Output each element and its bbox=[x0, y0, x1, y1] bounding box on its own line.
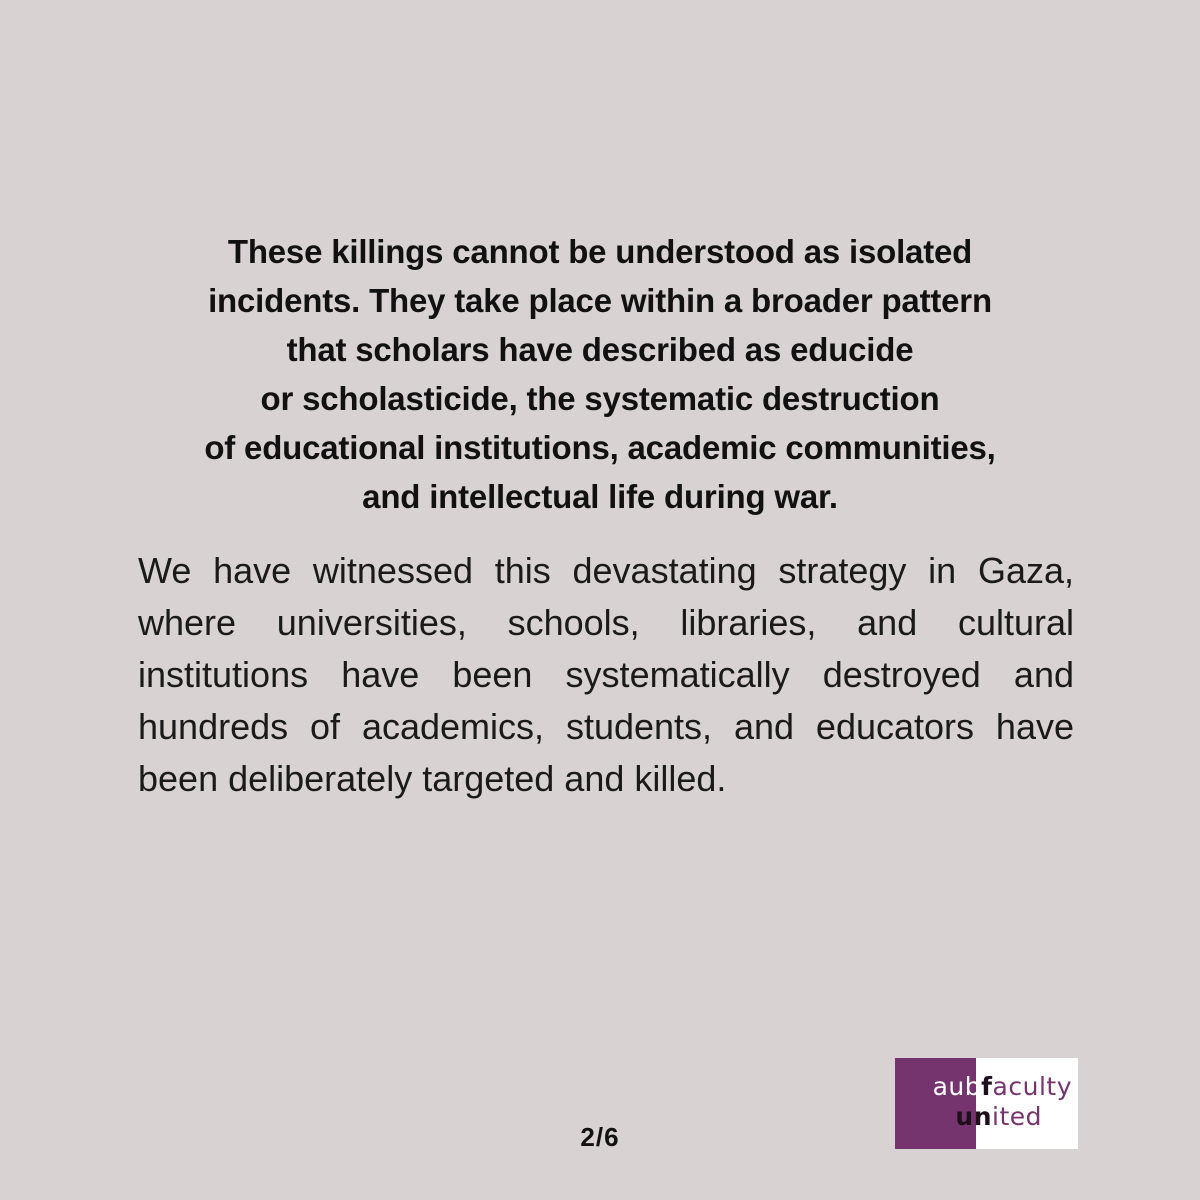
body-line: where universities, schools, libraries, and cultural bbox=[138, 602, 1074, 643]
headline-line: that scholars have described as educide bbox=[286, 331, 914, 368]
body-line: institutions have been systematically destroyed and bbox=[138, 654, 1074, 695]
logo-un: un bbox=[955, 1102, 992, 1131]
body-line: We have witnessed this devastating strategy in Gaza, bbox=[138, 550, 1074, 591]
logo-aculty: aculty bbox=[992, 1072, 1072, 1101]
headline-line: incidents. They take place within a broader pattern bbox=[208, 282, 992, 319]
headline-line: of educational institutions, academic communities, bbox=[204, 429, 996, 466]
headline-line: These killings cannot be understood as isolated bbox=[227, 233, 973, 270]
body-line: hundreds of academics, students, and educators have bbox=[138, 706, 1074, 747]
logo-wordmark bbox=[933, 1072, 1072, 1132]
logo-ited: ited bbox=[992, 1102, 1042, 1131]
logo-line-2 bbox=[933, 1102, 1072, 1132]
body-paragraph bbox=[138, 545, 1074, 805]
headline-line: and intellectual life during war. bbox=[362, 478, 838, 515]
body-line: been deliberately targeted and killed. bbox=[138, 758, 727, 799]
page-indicator: 2/6 bbox=[580, 1122, 620, 1152]
headline-line: or scholasticide, the systematic destruction bbox=[260, 380, 940, 417]
headline-statement bbox=[120, 227, 1080, 521]
logo-line-1 bbox=[933, 1072, 1072, 1102]
logo-f: f bbox=[981, 1072, 993, 1101]
aub-faculty-united-logo bbox=[895, 1058, 1078, 1149]
logo-aub: aub bbox=[932, 1072, 982, 1101]
